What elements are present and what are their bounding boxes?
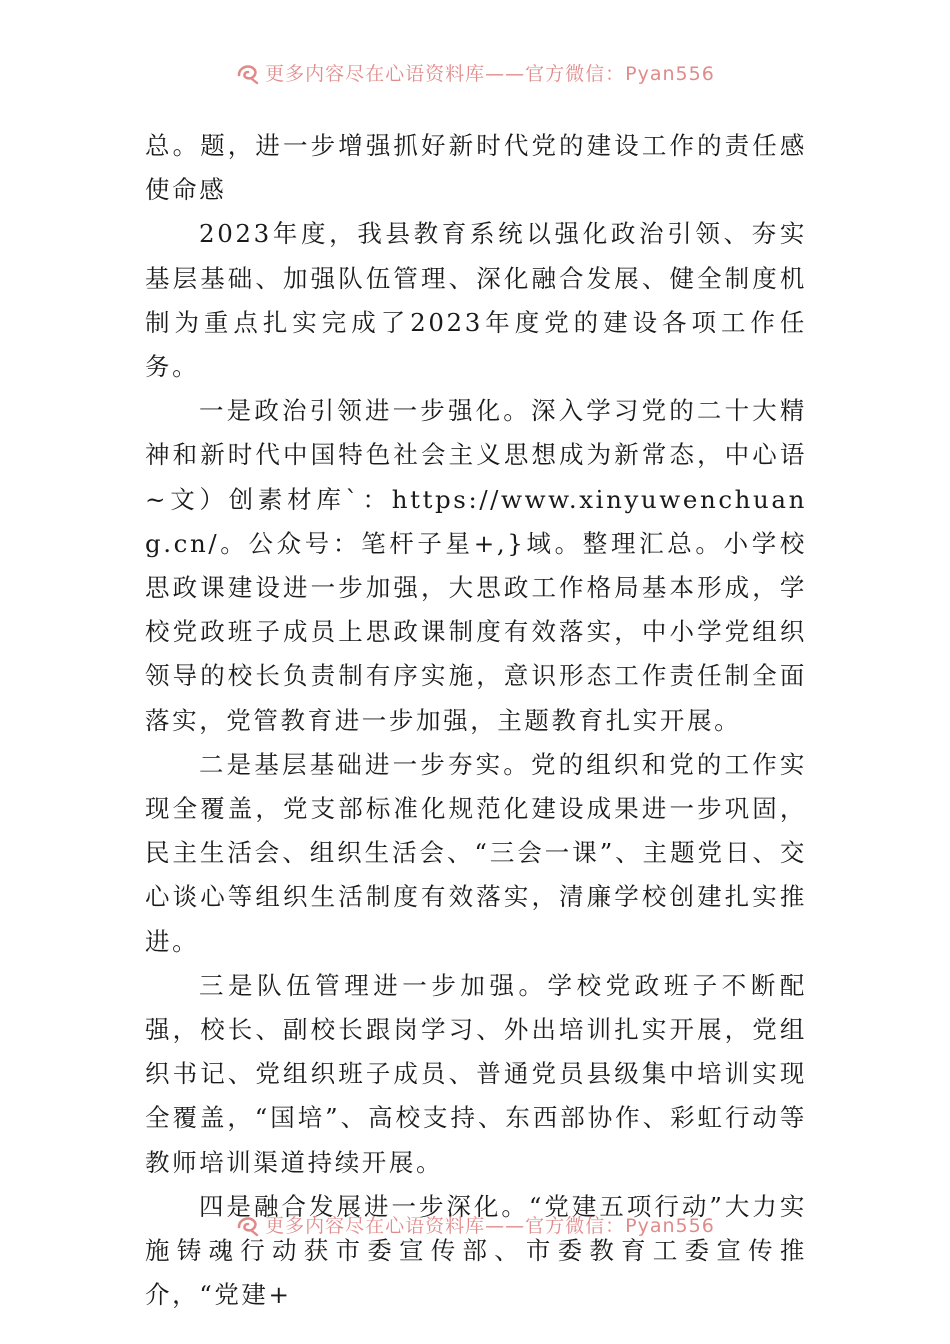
header-watermark bbox=[0, 52, 950, 92]
watermark-text: 更多内容尽在心语资料库——官方微信：Pyan556 bbox=[265, 1214, 715, 1237]
paragraph: 四是融合发展进一步深化。“党建五项行动”大力实施铸魂行动获市委宣传部、市委教育工委宣传推介，“党建+ bbox=[145, 1191, 807, 1310]
paragraph: 二是基层基础进一步夯实。党的组织和党的工作实现全覆盖，党支部标准化规范化建设成果进一步巩固，民主生活会、组织生活会、“三会一课”、主题党日、交心谈心等组织生活制度有效落实，清廉学校创建扎实推进。 bbox=[145, 749, 807, 956]
swirl-logo-icon bbox=[235, 1211, 261, 1237]
paragraph: 三是队伍管理进一步加强。学校党政班子不断配强，校长、副校长跟岗学习、外出培训扎实开展，党组织书记、党组织班子成员、普通党员县级集中培训实现全覆盖，“国培”、高校支持、东西部协作、彩虹行动等教师培训渠道持续开展。 bbox=[145, 970, 807, 1177]
paragraph: 2023年度，我县教育系统以强化政治引领、夯实基层基础、加强队伍管理、深化融合发展、健全制度机制为重点扎实完成了2023年度党的建设各项工作任务。 bbox=[145, 219, 807, 382]
paragraph: 一是政治引领进一步强化。深入学习党的二十大精神和新时代中国特色社会主义思想成为新常态，中心语~文）创素材库`：https://www.xinyuwenchuang.cn/。公众号：笔杆子星+,}域。整理汇总。小学校思政课建设进一步加强，大思政工作格局基本形成，学校党政班子成员上思政课制度有效落实，中小学党组织领导的校长负责制有序实施，意识形态工作责任制全面落实，党管教育进一步加强，主题教育扎实开展。 bbox=[145, 396, 807, 735]
footer-watermark bbox=[0, 1204, 950, 1244]
swirl-logo-icon bbox=[235, 59, 261, 85]
paragraph: 总。题，进一步增强抓好新时代党的建设工作的责任感使命感 bbox=[145, 131, 807, 205]
document-body bbox=[145, 124, 807, 1317]
watermark-text: 更多内容尽在心语资料库——官方微信：Pyan556 bbox=[265, 62, 715, 85]
